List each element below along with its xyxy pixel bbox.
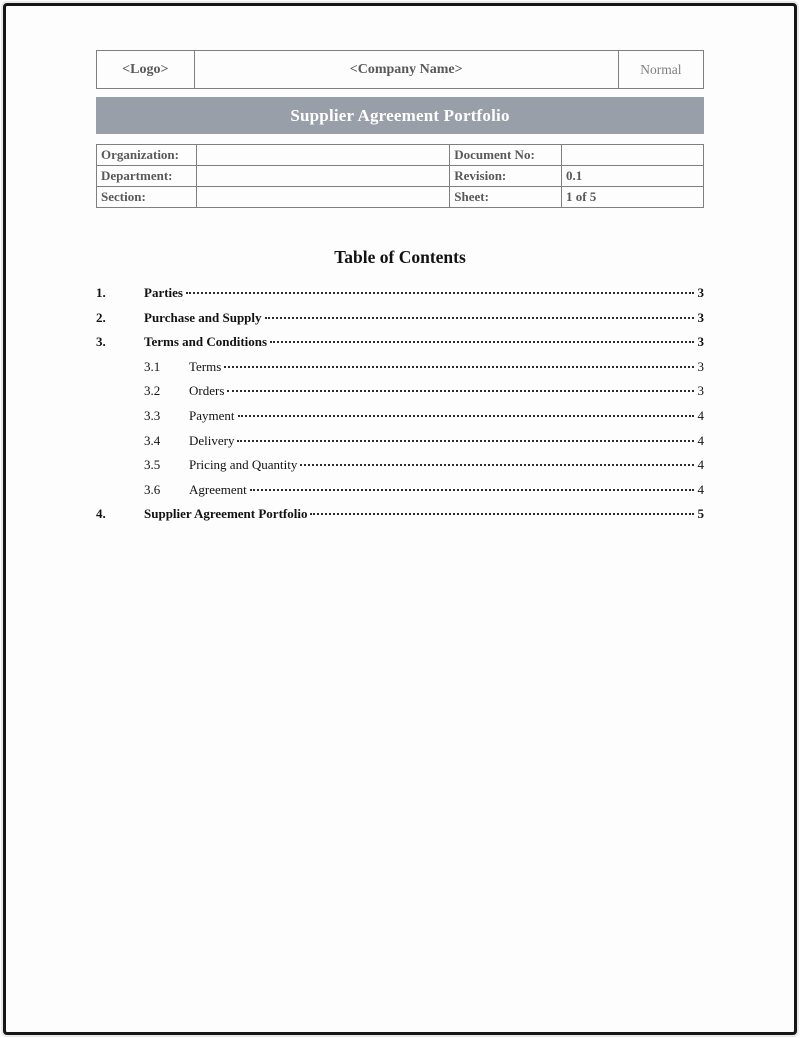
- toc-entry[interactable]: [96, 310, 704, 335]
- meta-value-cell: 0.1: [561, 166, 703, 187]
- toc-leader-dots: [265, 317, 694, 319]
- toc-entry-number: 3.3: [144, 407, 161, 423]
- meta-label-cell: Section:: [97, 187, 197, 208]
- meta-label-cell: Organization:: [97, 145, 197, 166]
- meta-label-cell: Department:: [97, 166, 197, 187]
- toc-entry-title: Terms: [189, 358, 222, 374]
- toc-leader-dots: [224, 366, 693, 368]
- toc-list: [96, 285, 704, 531]
- page-content: [96, 0, 704, 531]
- toc-entry-number: 3.4: [144, 432, 161, 448]
- meta-value-cell: [196, 187, 450, 208]
- toc-entry[interactable]: [96, 482, 704, 507]
- meta-value-cell: [561, 145, 703, 166]
- meta-table-row: [97, 145, 704, 166]
- toc-leader-dots: [310, 513, 693, 515]
- toc-entry-title: Terms and Conditions: [144, 334, 268, 350]
- toc-entry-title: Supplier Agreement Portfolio: [144, 506, 308, 522]
- toc-entry[interactable]: [96, 506, 704, 531]
- toc-leader-dots: [237, 440, 693, 442]
- toc-entry[interactable]: [96, 408, 704, 433]
- toc-entry-number: 3.2: [144, 383, 161, 399]
- meta-table-row: [97, 166, 704, 187]
- meta-label-cell: Sheet:: [450, 187, 562, 208]
- toc-entry-number: 4.: [96, 506, 106, 522]
- toc-entry-number: 3.1: [144, 358, 161, 374]
- toc-entry-page: 3: [697, 334, 704, 350]
- toc-entry-page: 4: [697, 432, 704, 448]
- company-name-placeholder-cell: <Company Name>: [195, 51, 619, 88]
- meta-table-body: [97, 145, 704, 208]
- toc-leader-dots: [270, 341, 693, 343]
- meta-label-cell: Document No:: [450, 145, 562, 166]
- toc-entry-title: Orders: [189, 383, 225, 399]
- toc-entry-page: 3: [697, 309, 704, 325]
- toc-leader-dots: [227, 390, 693, 392]
- meta-value-cell: 1 of 5: [561, 187, 703, 208]
- toc-entry-title: Parties: [144, 285, 183, 300]
- toc-entry-page: 4: [697, 481, 704, 497]
- document-meta-table: [96, 144, 704, 208]
- toc-entry-page: 3: [697, 285, 704, 300]
- toc-entry-title: Pricing and Quantity: [189, 457, 298, 473]
- toc-entry[interactable]: [96, 285, 704, 310]
- toc-entry-title: Delivery: [189, 432, 235, 448]
- toc-entry-title: Payment: [189, 407, 235, 423]
- toc-leader-dots: [238, 415, 694, 417]
- document-title-banner: Supplier Agreement Portfolio: [96, 97, 704, 134]
- toc-entry-number: 3.5: [144, 457, 161, 473]
- toc-entry-page: 3: [697, 383, 704, 399]
- toc-entry-number: 1.: [96, 285, 106, 300]
- toc-entry-title: Purchase and Supply: [144, 309, 262, 325]
- toc-entry[interactable]: [96, 457, 704, 482]
- toc-leader-dots: [300, 464, 693, 466]
- toc-leader-dots: [250, 489, 694, 491]
- meta-label-cell: Revision:: [450, 166, 562, 187]
- toc-entry[interactable]: [96, 383, 704, 408]
- meta-value-cell: [196, 145, 450, 166]
- toc-entry-page: 5: [697, 506, 704, 522]
- logo-placeholder-cell: <Logo>: [97, 51, 195, 88]
- toc-entry-number: 3.6: [144, 481, 161, 497]
- toc-entry[interactable]: [96, 359, 704, 384]
- toc-entry-page: 3: [697, 358, 704, 374]
- toc-leader-dots: [186, 292, 694, 294]
- toc-entry-page: 4: [697, 407, 704, 423]
- document-header-table: [96, 50, 704, 89]
- toc-entry-title: Agreement: [189, 481, 247, 497]
- toc-entry-number: 3.: [96, 334, 106, 350]
- toc-entry-number: 2.: [96, 309, 106, 325]
- meta-table-row: [97, 187, 704, 208]
- toc-entry[interactable]: [96, 433, 704, 458]
- meta-value-cell: [196, 166, 450, 187]
- toc-entry[interactable]: [96, 334, 704, 359]
- toc-entry-page: 4: [697, 457, 704, 473]
- document-style-badge: Normal: [640, 61, 682, 77]
- toc-heading: Table of Contents: [334, 247, 466, 267]
